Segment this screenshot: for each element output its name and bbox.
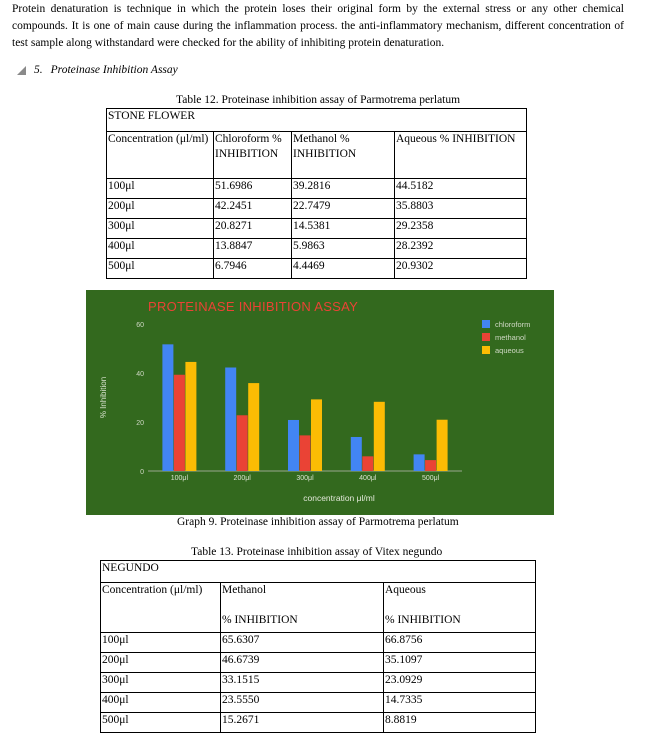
table12-cell: 35.8803 bbox=[395, 199, 527, 219]
x-tick-label: 400μl bbox=[359, 475, 377, 482]
table12-header-chloroform: Chloroform % INHIBITION bbox=[214, 132, 292, 179]
table13-cell: 33.1515 bbox=[221, 673, 384, 693]
table13-cell: 14.7335 bbox=[384, 693, 536, 713]
table-row bbox=[107, 259, 527, 279]
legend-label-methanol: methanol bbox=[495, 333, 526, 342]
table13-cell: 23.0929 bbox=[384, 673, 536, 693]
graph-caption: Graph 9. Proteinase inhibition assay of Parmotrema perlatum bbox=[177, 516, 459, 528]
x-tick-label: 300μl bbox=[296, 475, 314, 482]
table13-cell: 100μl bbox=[101, 633, 221, 653]
table12-cell: 500μl bbox=[107, 259, 214, 279]
table12-cell: 20.8271 bbox=[214, 219, 292, 239]
table13-cell: 65.6307 bbox=[221, 633, 384, 653]
table12-cell: 42.2451 bbox=[214, 199, 292, 219]
bar-methanol bbox=[425, 460, 436, 471]
table13-header-aqueous-label: Aqueous bbox=[385, 584, 426, 596]
legend-swatch-chloroform bbox=[482, 320, 490, 328]
table13-cell: 500μl bbox=[101, 713, 221, 733]
table13-cell: 46.6739 bbox=[221, 653, 384, 673]
legend-label-chloroform: chloroform bbox=[495, 320, 531, 329]
table12-cell: 14.5381 bbox=[292, 219, 395, 239]
table-row bbox=[101, 693, 536, 713]
table13-caption: Table 13. Proteinase inhibition assay of Vitex negundo bbox=[191, 546, 443, 558]
table12-cell: 4.4469 bbox=[292, 259, 395, 279]
table12-cell: 200μl bbox=[107, 199, 214, 219]
table13-header-methanol-sub: % INHIBITION bbox=[222, 614, 298, 626]
bar-chloroform bbox=[162, 344, 173, 471]
chart-svg bbox=[86, 290, 554, 515]
legend-label-aqueous: aqueous bbox=[495, 346, 524, 355]
table12-caption: Table 12. Proteinase inhibition assay of Parmotrema perlatum bbox=[176, 94, 461, 106]
intro-paragraph: Protein denaturation is technique in which the protein loses their original form by the external stress or any other chemical compounds. It is one of main cause during the inflammation process. the anti-inflammatory mechanism, different concentration of test sample along withstandard were checked for the ability of inhibiting protein denaturation. bbox=[12, 3, 624, 49]
table13-cell: 15.2671 bbox=[221, 713, 384, 733]
x-tick-label: 200μl bbox=[233, 475, 251, 482]
table12-cell: 5.9863 bbox=[292, 239, 395, 259]
legend-swatch-methanol bbox=[482, 333, 490, 341]
chart-title: PROTEINASE INHIBITION ASSAY bbox=[148, 299, 359, 314]
x-tick-label: 100μl bbox=[170, 475, 189, 482]
section-number: 5. bbox=[34, 64, 43, 76]
bar-aqueous bbox=[185, 362, 196, 471]
table12-header-concentration: Concentration (μl/ml) bbox=[107, 132, 214, 179]
y-tick-label: 20 bbox=[136, 420, 144, 427]
y-tick-label: 60 bbox=[136, 322, 144, 329]
table12-header-aqueous: Aqueous % INHIBITION bbox=[395, 132, 527, 179]
table12-cell: 51.6986 bbox=[214, 179, 292, 199]
table12-cell: 28.2392 bbox=[395, 239, 527, 259]
table-row bbox=[101, 713, 536, 733]
bar-chloroform bbox=[225, 367, 236, 471]
table13-cell: 35.1097 bbox=[384, 653, 536, 673]
table12-group: STONE FLOWER bbox=[107, 109, 527, 132]
table13-group: NEGUNDO bbox=[101, 561, 536, 583]
bar-methanol bbox=[300, 435, 311, 471]
table-row bbox=[101, 633, 536, 653]
table12-cell: 20.9302 bbox=[395, 259, 527, 279]
table13-cell: 400μl bbox=[101, 693, 221, 713]
table13-cell: 66.8756 bbox=[384, 633, 536, 653]
bar-aqueous bbox=[374, 402, 385, 471]
bar-methanol bbox=[237, 415, 248, 471]
legend-swatch-aqueous bbox=[482, 346, 490, 354]
table-row bbox=[107, 199, 527, 219]
table13-header-concentration: Concentration (μl/ml) bbox=[101, 583, 221, 633]
table-row bbox=[101, 673, 536, 693]
bar-aqueous bbox=[248, 383, 259, 471]
table13-header-methanol bbox=[221, 583, 384, 633]
table13-header-methanol-label: Methanol bbox=[222, 584, 267, 596]
table-row bbox=[107, 179, 527, 199]
bar-chloroform bbox=[414, 454, 425, 471]
bar-aqueous bbox=[311, 399, 322, 471]
table13-header-aqueous-sub: % INHIBITION bbox=[385, 614, 461, 626]
y-tick-label: 0 bbox=[140, 469, 144, 476]
bar-aqueous bbox=[437, 420, 448, 471]
table13-cell: 200μl bbox=[101, 653, 221, 673]
x-tick-label: 500μl bbox=[421, 475, 440, 482]
table12-cell: 44.5182 bbox=[395, 179, 527, 199]
table13-cell: 23.5550 bbox=[221, 693, 384, 713]
table12-cell: 22.7479 bbox=[292, 199, 395, 219]
table13-cell: 300μl bbox=[101, 673, 221, 693]
bar-chloroform bbox=[288, 420, 299, 471]
section-heading[interactable] bbox=[17, 64, 178, 76]
bar-methanol bbox=[362, 456, 373, 471]
collapse-triangle-icon[interactable] bbox=[17, 66, 26, 75]
table12-cell: 13.8847 bbox=[214, 239, 292, 259]
y-tick-label: 40 bbox=[136, 371, 144, 378]
table12-cell: 29.2358 bbox=[395, 219, 527, 239]
x-axis-label: concentration μl/ml bbox=[303, 493, 375, 503]
table12-cell: 6.7946 bbox=[214, 259, 292, 279]
table12-cell: 300μl bbox=[107, 219, 214, 239]
table12 bbox=[106, 108, 527, 279]
proteinase-chart bbox=[86, 290, 554, 515]
table13-cell: 8.8819 bbox=[384, 713, 536, 733]
table13 bbox=[100, 560, 536, 733]
table12-cell: 100μl bbox=[107, 179, 214, 199]
bar-chloroform bbox=[351, 437, 362, 471]
y-axis-label: % Inhibition bbox=[99, 376, 108, 419]
table-row bbox=[101, 653, 536, 673]
table13-header-aqueous bbox=[384, 583, 536, 633]
table12-header-methanol: Methanol % INHIBITION bbox=[292, 132, 395, 179]
table12-cell: 400μl bbox=[107, 239, 214, 259]
bar-methanol bbox=[174, 375, 185, 471]
table-row bbox=[107, 239, 527, 259]
table12-cell: 39.2816 bbox=[292, 179, 395, 199]
table-row bbox=[107, 219, 527, 239]
section-title: Proteinase Inhibition Assay bbox=[50, 64, 178, 76]
